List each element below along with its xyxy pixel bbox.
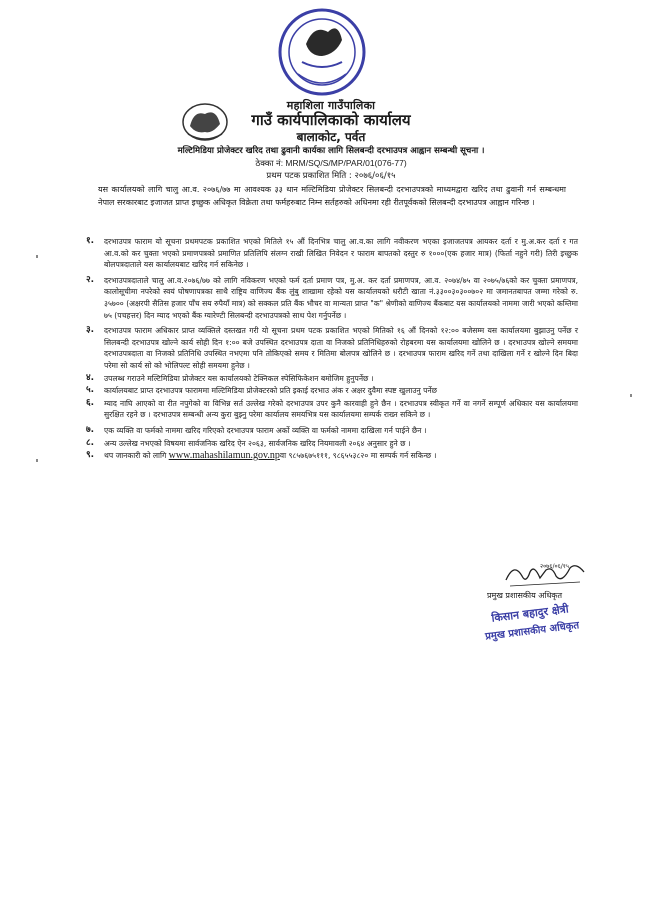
notice-title: मल्टिमिडिया प्रोजेक्टर खरिद तथा ढुवानी कार्यका लागि सिलबन्दी दरभाउपत्र आह्वान सम्बन्धी सूचना । bbox=[177, 146, 485, 156]
list-item bbox=[84, 325, 578, 371]
office-location: बालाकोट, पर्वत bbox=[296, 130, 366, 144]
official-stamp bbox=[471, 599, 592, 644]
list-item bbox=[84, 373, 578, 385]
item-text: दरभाउपत्रदाताले चालु आ.व.२०७६/७७ को लागि नविकरण भएको फर्म दर्ता प्रमाण पत्र, मु.अ. कर दर्ता प्रमाणपत्र, आ.व. २०७४/७५ वा २०७५/७६को कर चुक्ता प्रमाणपत्र, कालोसूचीमा नपरेको स्वयं घोषणापत्रका साथै राष्ट्रिय वाणिज्य बैंक लुंबु शाखामा रहेको यस कार्यालयको धरौटी खाता नं.३३००३०३००७०२ मा जमानतबापत जम्मा गरेको रु. ३५७०० (अक्षरपी सैतिस हजार पाँच सय रुपैयाँ मात्र) को सक्कल प्रति बैंक भौचर वा मान्यता प्राप्त "क" श्रेणीको वाणिज्य बैंकबाट यस कार्यालयको नाममा जारी भएको कम्तिमा ७५ (पचहत्तर) दिन म्याद भएको बैंक ग्यारेण्टी सिलबन्दी दरभाउपत्रको साथ पेश गर्नुपर्नेछ । bbox=[104, 275, 578, 320]
office-name: गाउँ कार्यपालिकाको कार्यालय bbox=[251, 111, 411, 129]
scan-speck bbox=[36, 459, 38, 462]
list-item bbox=[84, 275, 578, 321]
list-item bbox=[84, 425, 578, 437]
scan-speck bbox=[630, 394, 632, 397]
municipality-seal-icon bbox=[276, 4, 368, 106]
list-item bbox=[84, 385, 578, 397]
publication-date: प्रथम पटक प्रकाशित मिति : २०७६/०६/१५ bbox=[266, 171, 396, 181]
list-item bbox=[84, 450, 578, 462]
item-number: ७. bbox=[86, 424, 95, 435]
item-number: ९. bbox=[86, 450, 95, 461]
item-text: वा ९८५७६७५१११, ९८६५५३८२० मा सम्पर्क गर्न सकिन्छ । bbox=[279, 451, 437, 461]
municipality-name: महाशिला गाउँपालिका bbox=[286, 99, 376, 112]
item-number: ६. bbox=[86, 397, 95, 408]
stamp-name: किसान बहादुर क्षेत्री bbox=[490, 602, 570, 625]
list-item bbox=[84, 236, 578, 271]
handwritten-signature-icon bbox=[500, 558, 590, 590]
signature-date: २०७६/०६/१५ bbox=[540, 563, 570, 570]
website-link[interactable]: www.mahashilamun.gov.np bbox=[168, 450, 280, 462]
list-item bbox=[84, 438, 578, 450]
item-number: ४. bbox=[86, 372, 95, 383]
stamp-title: प्रमुख प्रशासकीय अधिकृत bbox=[484, 620, 580, 643]
item-text: कार्यालयबाट प्राप्त दरभाउपत्र फाराममा मल्टिमिडिया प्रोजेक्टरको प्रति इकाई दरभाउ अंक र अक्षर दुवैमा स्पष्ट खुलाउनु पर्नेछ bbox=[104, 386, 437, 396]
item-text: दरभाउपत्र फाराम अधिकार प्राप्त व्यक्तिले दस्तखत गरी यो सूचना प्रथम पटक प्रकाशित भएको मितिको १६ औं दिनको १२:०० बजेसम्म यस कार्यालयमा बुझाउनु पर्नेछ र सिलबन्दी दरभाउपत्र खोल्ने कार्य सोही दिन १:०० बजे उपस्थित दरभाउपत्र दाता वा निजको प्रतिनिधिहरुको रोहबरमा यस कार्यालयमा खोलिने छ । दरभाउपत्र खोल्ने समयमा दरभाउपत्रदाता वा निजको प्रतिनिधि उपस्थित नभएमा पनि तोकिएको समय र मितिमा बोलपत्र खोलिने छ । दरभाउपत्र फाराम खरिद गर्ने तथा दाखिला गर्ने र खोल्ने दिन बिदा परेमा सो कार्य सो को भोलिपल्ट सोही समयमा हुनेछ । bbox=[104, 326, 578, 370]
contract-number: ठेक्का नं: MRM/SQ/S/MP/PAR/01(076-77) bbox=[255, 158, 407, 168]
item-text: उपलब्ध गराउने मल्टिमिडिया प्रोजेक्टर यस कार्यालयको टेक्निकल स्पेसिफिकेशन बमोजिम हुनुपर्नेछ । bbox=[104, 373, 374, 383]
scan-speck bbox=[36, 255, 38, 258]
list-item bbox=[84, 398, 578, 421]
item-text: म्याद नाघि आएको वा रीत नपुगेको वा विभिन्न सर्त उल्लेख गरेको दरभाउपत्र उपर कुनै कारवाही हुने छैन । दरभाउपत्र स्वीकृत गर्ने वा नगर्ने सम्पूर्ण अधिकार यस कार्यालयमा सुरक्षित रहने छ । दरभाउपत्र सम्बन्धी अन्य कुरा बुझ्नु परेमा कार्यालय समयभित्र यस कार्यालयमा सम्पर्क राख्न सकिने छ । bbox=[104, 398, 578, 420]
item-number: ५. bbox=[86, 385, 95, 396]
item-number: ३. bbox=[86, 325, 95, 336]
item-text: थप जानकारी को लागि bbox=[104, 451, 169, 461]
item-text: दरभाउपत्र फाराम यो सूचना प्रथमपटक प्रकाशित भएको मितिले १५ औं दिनभित्र चालु आ.व.का लागि नवीकरण भएका इजाजतपत्र आयकर दर्ता र मु.अ.कर दर्ता र गत आ.व.को कर चुक्ता भएको प्रमाणपत्रको प्रमाणित प्रतिलिपि संलग्न राखी लिखित निवेदन र फाराम बापतको दस्तुर रु १०००(एक हजार मात्र) (फिर्ता नहुने गरी) तिरी इच्छुक बोलपत्रदाताले यस कार्यालयबाट खरिद गर्न सकिनेछ । bbox=[104, 237, 578, 270]
signatory-title: प्रमुख प्रशासकीय अधिकृत bbox=[487, 591, 563, 600]
item-text: अन्य उल्लेख नभएको विषयमा सार्वजनिक खरिद ऐन २०६३, सार्वजनिक खरिद नियमावली २०६४ अनुसार हुने छ । bbox=[104, 438, 411, 448]
item-text: एक व्यक्ति वा फर्मको नाममा खरिद गरिएको दरभाउपत्र फाराम अर्को व्यक्ति वा फर्मको नाममा दाखिला गर्न पाईने छैन । bbox=[104, 425, 427, 435]
item-number: १. bbox=[86, 236, 95, 246]
intro-paragraph: यस कार्यालयको लागि चालु आ.व. २०७६/७७ मा आवश्यक ३३ थान मल्टिमिडिया प्रोजेक्टर सिलबन्दी दरभाउपत्रको माध्यमद्वारा खरिद तथा ढुवानी गर्न सम्बन्धमा नेपाल सरकारबाट इजाजत प्राप्त इच्छुक अधिकृत विक्रेता तथा फर्महरुबाट निम्न सर्तहरुको अधिनमा रही रीतपूर्वकको सिलबन्दी दरभाउपत्र आह्वान गरिन्छ । bbox=[98, 185, 566, 207]
item-number: २. bbox=[86, 274, 95, 285]
item-number: ८. bbox=[86, 437, 95, 448]
conditions-list bbox=[84, 236, 578, 462]
